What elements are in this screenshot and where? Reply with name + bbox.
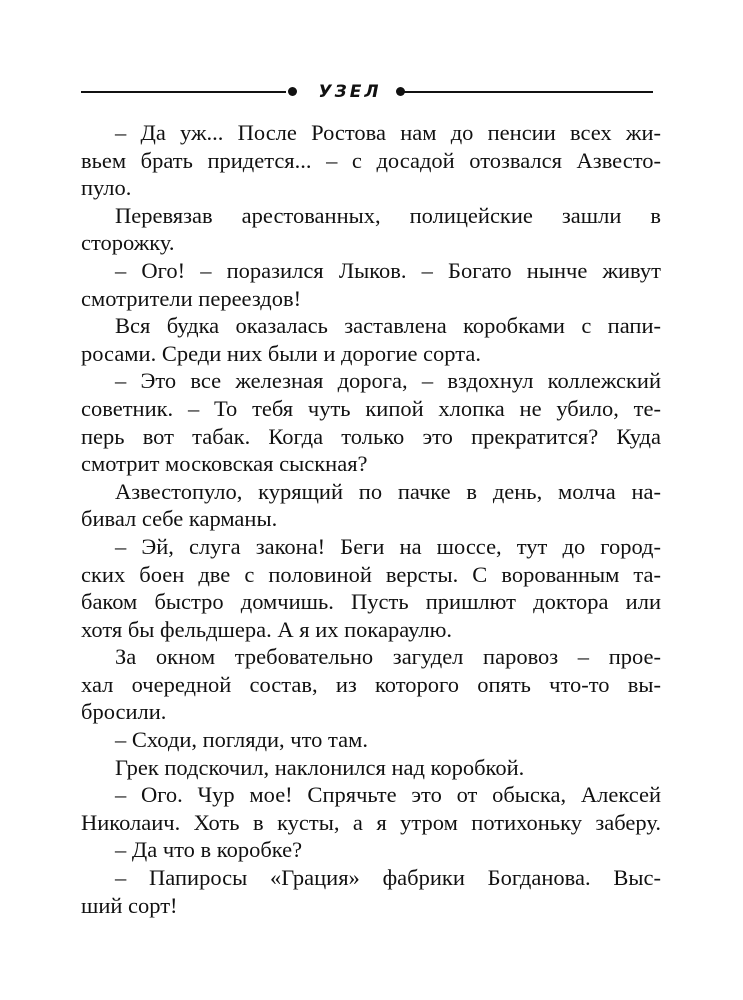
text-line: – Эй, слуга закона! Беги на шоссе, тут до город-	[115, 533, 661, 559]
text-line: бивал себе карманы.	[81, 506, 278, 532]
text-line: ских боен две с половиной версты. С ворованным та-	[81, 561, 661, 587]
text-line: баком быстро домчишь. Пусть пришлют доктора или	[81, 589, 661, 615]
text-line: сторожку.	[81, 230, 175, 256]
text-line: Азвестопуло, курящий по пачке в день, молча на-	[115, 478, 661, 504]
text-line: Грек подскочил, наклонился над коробкой.	[115, 754, 525, 780]
text-line: хал очередной состав, из которого опять что-то вы-	[81, 671, 661, 697]
text-line: росами. Среди них были и дорогие сорта.	[81, 340, 481, 366]
text-line: – Да уж... После Ростова нам до пенсии всех жи-	[115, 120, 661, 145]
text-line: перь вот табак. Когда только это прекратится? Куда	[81, 423, 661, 449]
header-rule-left	[81, 91, 286, 93]
text-line: – Папиросы «Грация» фабрики Богданова. Выс-	[115, 865, 661, 891]
text-line: – Сходи, погляди, что там.	[115, 727, 368, 753]
body-text	[81, 119, 661, 919]
text-line: хотя бы фельдшера. А я их покараулю.	[81, 616, 452, 642]
text-line: Вся будка оказалась заставлена коробками с папи-	[115, 313, 661, 339]
running-header	[81, 80, 653, 104]
text-line: смотрит московская сыскная?	[81, 451, 368, 477]
text-line: – Ого. Чур мое! Спрячьте это от обыска, Алексей	[115, 782, 661, 808]
text-line: За окном требовательно загудел паровоз – прое-	[115, 644, 661, 670]
text-line: советник. – То тебя чуть кипой хлопка не убило, те-	[81, 395, 661, 421]
text-line: вьем брать придется... – с досадой отозвался Азвесто-	[81, 147, 661, 173]
text-line: бросили.	[81, 699, 167, 725]
running-title: УЗЕЛ	[318, 82, 382, 102]
text-line: пуло.	[81, 175, 132, 201]
bullet-dot-icon	[288, 87, 297, 96]
text-line: – Это все железная дорога, – вздохнул коллежский	[115, 368, 661, 394]
text-line: – Да что в коробке?	[115, 837, 303, 863]
text-line: Перевязав арестованных, полицейские зашли в	[115, 202, 661, 228]
text-line: Николаич. Хоть в кусты, а я утром потихоньку заберу.	[81, 809, 661, 835]
header-rule-right	[404, 91, 653, 93]
text-line: смотрители переездов!	[81, 285, 302, 311]
text-line: – Ого! – поразился Лыков. – Богато нынче живут	[115, 257, 661, 283]
text-line: ший сорт!	[81, 892, 178, 918]
